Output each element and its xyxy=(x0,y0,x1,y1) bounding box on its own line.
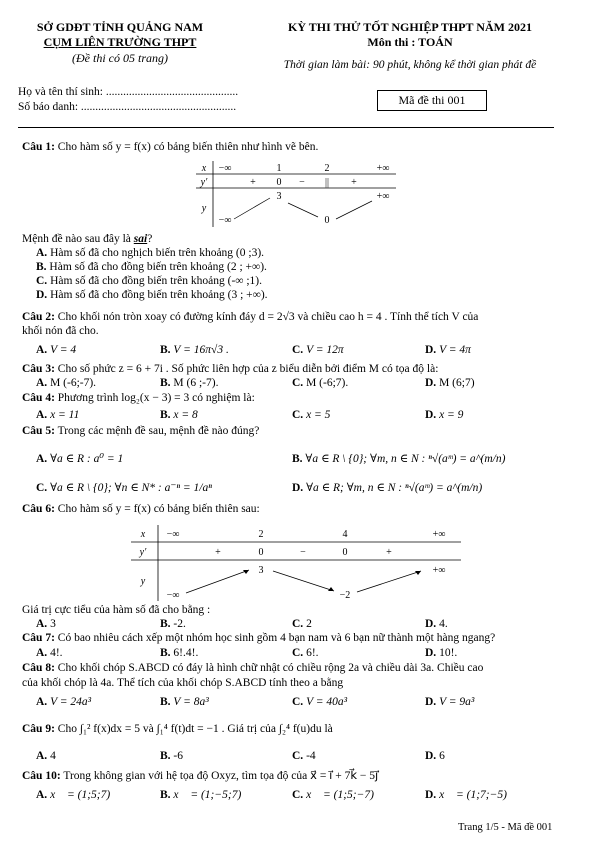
q5-option-d-label: D. xyxy=(292,482,304,494)
vt1-x-pinf: +∞ xyxy=(376,163,390,174)
q10-option-d[interactable] xyxy=(425,789,507,801)
q1-option-b-text: Hàm số đã cho đồng biến trên khoảng (2 ; +∞). xyxy=(49,261,267,273)
q10-option-a[interactable] xyxy=(36,789,110,801)
question-10-text: Trong không gian với hệ tọa độ Oxyz, tìm tọa độ của x⃗ = i⃗ + 7k⃗ − 5j⃗ xyxy=(63,770,379,782)
q8-option-a-text: V = 24a³ xyxy=(50,696,92,708)
exam-code-box xyxy=(377,90,487,111)
q6-option-a-text: 3 xyxy=(50,618,56,630)
q2-option-c[interactable] xyxy=(292,344,344,356)
q10-option-d-label: D. xyxy=(425,789,437,801)
question-3-text: Cho số phức z = 6 + 7i . Số phức liên hợp của z biểu diễn bởi điểm M có tọa độ là: xyxy=(57,363,439,375)
variation-table-2 xyxy=(131,525,461,601)
question-7 xyxy=(22,632,495,644)
question-3-label: Câu 3: xyxy=(22,363,55,375)
q1-option-d-label: D. xyxy=(36,289,48,301)
q5-option-a[interactable] xyxy=(36,451,123,465)
q2-option-c-label: C. xyxy=(292,344,304,356)
question-10-label: Câu 10: xyxy=(22,770,61,782)
q7-option-d[interactable] xyxy=(425,647,457,659)
question-1-ask-text: Mệnh đề nào sau đây là xyxy=(22,233,134,245)
question-3 xyxy=(22,363,438,375)
q5-option-a-text: ∀a ∈ R : a⁰ = 1 xyxy=(50,453,124,465)
q3-option-d-label: D. xyxy=(425,377,437,389)
q10-option-a-text: x⃗ = (1;5;7) xyxy=(50,789,111,801)
q6-option-b-text: -2. xyxy=(173,618,186,630)
q10-option-b-text: x⃗ = (1;−5;7) xyxy=(173,789,242,801)
q2-option-b-label: B. xyxy=(160,344,171,356)
question-5 xyxy=(22,425,259,437)
question-4-label: Câu 4: xyxy=(22,392,55,404)
q8-option-c[interactable] xyxy=(292,696,347,708)
q6-option-c[interactable] xyxy=(292,618,312,630)
q4-option-d-text: x = 9 xyxy=(439,409,464,421)
question-8-label: Câu 8: xyxy=(22,662,55,674)
exam-title: KỲ THI THỬ TỐT NGHIỆP THPT NĂM 2021 xyxy=(288,20,532,34)
school-cluster-name: CỤM LIÊN TRƯỜNG THPT xyxy=(43,35,197,49)
q8-option-b-text: V = 8a³ xyxy=(173,696,209,708)
question-5-text: Trong các mệnh đề sau, mệnh đề nào đúng? xyxy=(57,425,260,437)
q10-option-a-label: A. xyxy=(36,789,48,801)
question-1-label: Câu 1: xyxy=(22,141,55,153)
vt1-y-pinf: +∞ xyxy=(376,191,390,202)
q5-option-a-label: A. xyxy=(36,453,48,465)
q8-option-d-text: V = 9a³ xyxy=(439,696,475,708)
q6-option-c-label: C. xyxy=(292,618,304,630)
q4-option-d[interactable] xyxy=(425,409,463,421)
question-1-ask xyxy=(22,233,152,245)
vt2-yp-2: 0 xyxy=(258,547,264,558)
q7-option-a-label: A. xyxy=(36,647,48,659)
q4-option-b-label: B. xyxy=(160,409,171,421)
q7-option-d-text: 10!. xyxy=(439,647,458,659)
question-6-label: Câu 6: xyxy=(22,503,55,515)
q8-option-c-label: C. xyxy=(292,696,304,708)
q1-option-c-text: Hàm số đã cho đồng biến trên khoảng (-∞ ;1). xyxy=(50,275,263,287)
vt1-yp-2: 0 xyxy=(276,177,282,188)
q7-option-a-text: 4!. xyxy=(50,647,63,659)
vt1-y-ninf: −∞ xyxy=(218,215,232,226)
question-5-label: Câu 5: xyxy=(22,425,55,437)
q3-option-a-label: A. xyxy=(36,377,48,389)
vt2-y-pinf: +∞ xyxy=(432,565,446,576)
q2-option-b-text: V = 16π√3 . xyxy=(173,344,229,356)
vt2-yp-1: + xyxy=(215,547,221,558)
q7-option-d-label: D. xyxy=(425,647,437,659)
question-1-ask-end: ? xyxy=(147,233,153,245)
q5-option-d[interactable] xyxy=(292,480,482,494)
question-10 xyxy=(22,768,378,782)
candidate-id-field: Số báo danh: ...................................................... xyxy=(18,101,237,113)
q9-option-b[interactable] xyxy=(160,750,183,762)
q6-option-d[interactable] xyxy=(425,618,448,630)
question-2-cont: khối nón đã cho. xyxy=(22,325,99,337)
q7-option-b-text: 6!.4!. xyxy=(173,647,199,659)
vt1-yp-1: + xyxy=(250,177,256,188)
q7-option-a[interactable] xyxy=(36,647,63,659)
vt1-yp-head: y′ xyxy=(200,177,208,188)
exam-code: Mã đề thi 001 xyxy=(398,93,466,107)
q9-option-a-label: A. xyxy=(36,750,48,762)
q1-option-b-label: B. xyxy=(36,261,47,273)
vt2-x-2: 2 xyxy=(258,529,264,540)
q3-option-d-text: M (6;7) xyxy=(439,377,475,389)
q8-option-a[interactable] xyxy=(36,696,91,708)
question-1-ask-emphasis: sai xyxy=(133,233,148,245)
q10-option-d-text: x⃗ = (1;7;−5) xyxy=(439,789,507,801)
q4-option-a-label: A. xyxy=(36,409,48,421)
question-9-text: Cho ∫₁² f(x)dx = 5 và ∫₁⁴ f(t)dt = −1 . Giá trị của ∫₂⁴ f(u)du là xyxy=(57,723,333,735)
q4-option-d-label: D. xyxy=(425,409,437,421)
question-6-ask: Giá trị cực tiểu của hàm số đã cho bằng : xyxy=(22,604,211,616)
q8-option-d-label: D. xyxy=(425,696,437,708)
q1-option-c[interactable] xyxy=(36,275,262,287)
q3-option-d[interactable] xyxy=(425,377,475,389)
question-8-text: Cho khối chóp S.ABCD có đáy là hình chữ nhật có chiều rộng 2a và chiều dài 3a. Chiều cao xyxy=(57,662,484,674)
q2-option-d-text: V = 4π xyxy=(439,344,471,356)
q3-option-c[interactable] xyxy=(292,377,348,389)
question-4-text: Phương trình log₂(x − 3) = 3 có nghiệm là: xyxy=(57,392,255,404)
vt2-y-ninf: −∞ xyxy=(166,590,180,601)
q7-option-b[interactable] xyxy=(160,647,198,659)
q1-option-a[interactable] xyxy=(36,247,264,259)
q5-option-b-label: B. xyxy=(292,453,303,465)
q5-option-b-text: ∀a ∈ R \ {0}; ∀m, n ∈ N : ⁿ√(aᵐ) = a^(m/n) xyxy=(305,453,506,465)
q4-option-a-text: x = 11 xyxy=(50,409,80,421)
q8-option-b-label: B. xyxy=(160,696,171,708)
q10-option-c-label: C. xyxy=(292,789,304,801)
vt2-yp-4: 0 xyxy=(342,547,348,558)
q3-option-a-text: M (-6;-7). xyxy=(50,377,97,389)
q4-option-b[interactable] xyxy=(160,409,198,421)
q5-option-c[interactable] xyxy=(36,480,212,494)
q2-option-d-label: D. xyxy=(425,344,437,356)
q2-option-d[interactable] xyxy=(425,344,471,356)
vt1-y-head: y xyxy=(201,203,207,214)
q2-option-c-text: V = 12π xyxy=(306,344,344,356)
q1-option-d-text: Hàm số đã cho đồng biến trên khoảng (3 ; +∞). xyxy=(50,289,268,301)
vt1-x-1: 1 xyxy=(276,163,282,174)
vt1-yp-4: || xyxy=(324,177,330,188)
question-2-text: Cho khối nón tròn xoay có đường kính đáy d = 2√3 và chiều cao h = 4 . Tính thể tích V của xyxy=(57,311,479,323)
q9-option-b-label: B. xyxy=(160,750,171,762)
q9-option-d[interactable] xyxy=(425,750,445,762)
q7-option-b-label: B. xyxy=(160,647,171,659)
q9-option-d-text: 6 xyxy=(439,750,445,762)
q3-option-b-label: B. xyxy=(160,377,171,389)
department-name: SỞ GDĐT TỈNH QUẢNG NAM xyxy=(36,20,204,34)
q2-option-a-text: V = 4 xyxy=(50,344,77,356)
q1-option-a-text: Hàm số đã cho nghịch biến trên khoảng (0 ;3). xyxy=(50,247,265,259)
q9-option-a-text: 4 xyxy=(50,750,56,762)
q4-option-c-label: C. xyxy=(292,409,304,421)
variation-table-1 xyxy=(196,161,396,227)
q7-option-c-text: 6!. xyxy=(306,647,319,659)
q4-option-c-text: x = 5 xyxy=(306,409,331,421)
question-4 xyxy=(22,392,255,404)
vt2-x-ninf: −∞ xyxy=(166,529,180,540)
q7-option-c[interactable] xyxy=(292,647,319,659)
q3-option-a[interactable] xyxy=(36,377,96,389)
q4-option-c[interactable] xyxy=(292,409,330,421)
question-9-label: Câu 9: xyxy=(22,723,55,735)
q9-option-c[interactable] xyxy=(292,750,316,762)
question-9 xyxy=(22,723,333,735)
q5-option-c-text: ∀a ∈ R \ {0}; ∀n ∈ N* : a⁻ⁿ = 1/aⁿ xyxy=(50,482,212,494)
q2-option-b[interactable] xyxy=(160,344,229,356)
subject-label: Môn thi : TOÁN xyxy=(367,35,453,49)
q10-option-b[interactable] xyxy=(160,789,241,801)
header-divider xyxy=(18,127,554,128)
vt2-y-m2: −2 xyxy=(339,590,351,601)
vt2-yp-5: + xyxy=(386,547,392,558)
q4-option-b-text: x = 8 xyxy=(173,409,198,421)
vt1-yp-5: + xyxy=(351,177,357,188)
question-6-text: Cho hàm số y = f(x) có bảng biến thiên sau: xyxy=(57,503,260,515)
q3-option-c-text: M (-6;7). xyxy=(306,377,349,389)
vt1-x-2: 2 xyxy=(324,163,330,174)
q6-option-b[interactable] xyxy=(160,618,186,630)
question-7-label: Câu 7: xyxy=(22,632,55,644)
vt1-yp-3: − xyxy=(299,177,305,188)
q6-option-d-text: 4. xyxy=(439,618,448,630)
question-8-cont: của khối chóp là 4a. Thể tích của khối chóp S.ABCD tính theo a bằng xyxy=(22,677,344,689)
time-note: Thời gian làm bài: 90 phút, không kể thời gian phát đề xyxy=(283,59,537,71)
q9-option-b-text: -6 xyxy=(173,750,184,762)
q5-option-d-text: ∀a ∈ R; ∀m, n ∈ N : ⁿ√(aᵐ) = a^(m/n) xyxy=(306,482,483,494)
q3-option-b-text: M (6 ;-7). xyxy=(173,377,219,389)
q8-option-a-label: A. xyxy=(36,696,48,708)
q9-option-c-text: -4 xyxy=(306,750,316,762)
page-count-note: (Đề thi có 05 trang) xyxy=(72,51,168,65)
vt2-y-3: 3 xyxy=(258,565,264,576)
question-1-text: Cho hàm số y = f(x) có bảng biến thiên như hình vẽ bên. xyxy=(57,141,319,153)
q1-option-b[interactable] xyxy=(36,261,267,273)
q9-option-d-label: D. xyxy=(425,750,437,762)
q10-option-c-text: x⃗ = (1;5;−7) xyxy=(306,789,374,801)
q8-option-c-text: V = 40a³ xyxy=(306,696,348,708)
question-2 xyxy=(22,311,478,323)
vt2-yp-3: − xyxy=(300,547,306,558)
q6-option-b-label: B. xyxy=(160,618,171,630)
q9-option-c-label: C. xyxy=(292,750,304,762)
q8-option-d[interactable] xyxy=(425,696,474,708)
question-8 xyxy=(22,662,483,674)
question-6 xyxy=(22,503,260,515)
vt2-yp-head: y′ xyxy=(139,547,147,558)
q7-option-c-label: C. xyxy=(292,647,304,659)
q6-option-a[interactable] xyxy=(36,618,56,630)
vt1-y-0: 0 xyxy=(324,215,330,226)
page-footer: Trang 1/5 - Mã đề 001 xyxy=(458,822,553,833)
question-1 xyxy=(22,141,318,153)
vt1-y-3: 3 xyxy=(276,191,282,202)
q8-option-b[interactable] xyxy=(160,696,209,708)
vt1-x-head: x xyxy=(201,163,207,174)
vt2-x-pinf: +∞ xyxy=(432,529,446,540)
q6-option-a-label: A. xyxy=(36,618,48,630)
q3-option-b[interactable] xyxy=(160,377,218,389)
question-7-text: Có bao nhiêu cách xếp một nhóm học sinh gồm 4 bạn nam và 6 bạn nữ thành một hàng ngang? xyxy=(57,632,496,644)
q2-option-a-label: A. xyxy=(36,344,48,356)
q6-option-d-label: D. xyxy=(425,618,437,630)
q9-option-a[interactable] xyxy=(36,750,56,762)
q3-option-c-label: C. xyxy=(292,377,304,389)
q5-option-c-label: C. xyxy=(36,482,48,494)
vt1-x-ninf: −∞ xyxy=(218,163,232,174)
q6-option-c-text: 2 xyxy=(306,618,312,630)
q1-option-a-label: A. xyxy=(36,247,48,259)
q1-option-c-label: C. xyxy=(36,275,48,287)
candidate-name-field: Họ và tên thí sinh: .............................................. xyxy=(18,86,239,98)
q10-option-b-label: B. xyxy=(160,789,171,801)
q1-option-d[interactable] xyxy=(36,289,268,301)
question-2-label: Câu 2: xyxy=(22,311,55,323)
q2-option-a[interactable] xyxy=(36,344,76,356)
vt2-x-4: 4 xyxy=(342,529,348,540)
q10-option-c[interactable] xyxy=(292,789,374,801)
vt2-x-head: x xyxy=(140,529,146,540)
vt2-y-head: y xyxy=(140,576,146,587)
q4-option-a[interactable] xyxy=(36,409,79,421)
q5-option-b[interactable] xyxy=(292,451,505,465)
